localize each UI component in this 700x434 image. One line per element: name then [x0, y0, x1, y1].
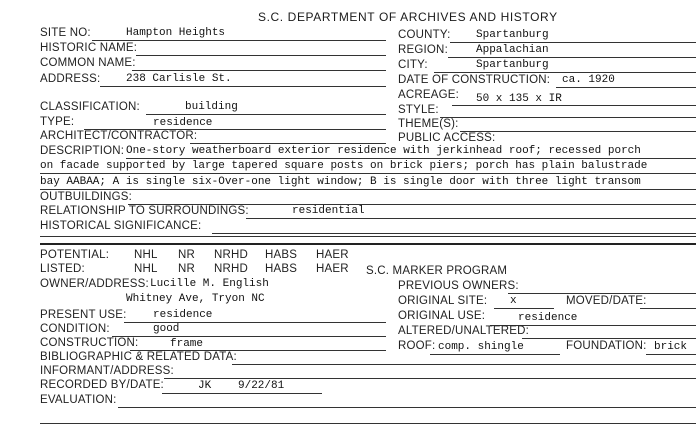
- owner-address-label: OWNER/ADDRESS:: [40, 278, 149, 290]
- acreage-line: [452, 105, 696, 106]
- historical-significance-label: HISTORICAL SIGNIFICANCE:: [40, 220, 202, 232]
- address-label: ADDRESS:: [40, 73, 101, 85]
- blank-line-1: [40, 236, 696, 237]
- form-title: S.C. DEPARTMENT OF ARCHIVES AND HISTORY: [258, 10, 558, 24]
- owner-address: Whitney Ave, Tryon NC: [126, 293, 265, 305]
- description-underline-3: [40, 189, 696, 190]
- county-line: [450, 42, 696, 43]
- relationship-line: [246, 218, 696, 219]
- moved-date-line: [640, 308, 696, 309]
- previous-owners-label: PREVIOUS OWNERS:: [398, 280, 519, 292]
- bibliographic-line: [232, 364, 696, 365]
- section-divider: [40, 243, 696, 245]
- recorded-by-label: RECORDED BY/DATE:: [40, 379, 164, 391]
- relationship-label: RELATIONSHIP TO SURROUNDINGS:: [40, 205, 249, 217]
- city-value: Spartanburg: [476, 59, 549, 71]
- common-name-line: [132, 70, 386, 71]
- original-site-line: [494, 308, 554, 309]
- potential-code-nhl: NHL: [134, 249, 158, 261]
- county-value: Spartanburg: [476, 29, 549, 41]
- foundation-label: FOUNDATION:: [566, 340, 647, 352]
- historical-significance-line: [212, 233, 696, 234]
- architect-label: ARCHITECT/CONTRACTOR:: [40, 130, 198, 142]
- blank-line-2: [40, 423, 696, 424]
- condition-line: [112, 336, 386, 337]
- roof-line: [430, 354, 560, 355]
- city-label: CITY:: [398, 59, 428, 71]
- description-underline-1: [126, 158, 696, 159]
- relationship-value: residential: [292, 205, 365, 217]
- listed-code-nhl: NHL: [134, 263, 158, 275]
- potential-code-nr: NR: [178, 249, 196, 261]
- region-label: REGION:: [398, 44, 448, 56]
- construction-value: frame: [170, 338, 204, 350]
- architect-line: [190, 143, 386, 144]
- style-line: [440, 117, 696, 118]
- recorded-date-value: 9/22/81: [238, 380, 285, 392]
- present-use-value: residence: [153, 309, 213, 321]
- site-no-label: SITE NO:: [40, 27, 91, 39]
- altered-label: ALTERED/UNALTERED:: [398, 325, 529, 337]
- description-line-1: One-story weatherboard exterior residence with jerkinhead roof; recessed porch: [126, 145, 641, 157]
- style-label: STYLE:: [398, 104, 439, 116]
- bibliographic-label: BIBLIOGRAPHIC & RELATED DATA:: [40, 351, 237, 363]
- previous-owners-line: [508, 293, 696, 294]
- description-underline-2: [40, 173, 696, 174]
- description-line-2: on facade supported by large tapered square posts on brick piers; porch has plain balustrade: [40, 160, 648, 172]
- listed-label: LISTED:: [40, 263, 85, 275]
- original-use-label: ORIGINAL USE:: [398, 310, 486, 322]
- potential-code-habs: HABS: [265, 249, 298, 261]
- site-no-value: Hampton Heights: [126, 27, 226, 39]
- site-no-line: [92, 40, 386, 41]
- evaluation-line: [118, 407, 696, 408]
- evaluation-label: EVALUATION:: [40, 394, 117, 406]
- potential-label: POTENTIAL:: [40, 249, 110, 261]
- listed-code-habs: HABS: [265, 263, 298, 275]
- acreage-value: 50 x 135 x IR: [476, 93, 562, 105]
- address-value: 238 Carlisle St.: [126, 73, 232, 85]
- themes-label: THEME(S):: [398, 118, 459, 130]
- acreage-label: ACREAGE:: [398, 89, 460, 101]
- original-site-label: ORIGINAL SITE:: [398, 295, 488, 307]
- informant-line: [164, 378, 696, 379]
- marker-program-label: S.C. MARKER PROGRAM: [366, 265, 508, 277]
- public-access-label: PUBLIC ACCESS:: [398, 132, 496, 144]
- listed-code-nrhd: NRHD: [214, 263, 249, 275]
- county-label: COUNTY:: [398, 29, 451, 41]
- historic-name-label: HISTORIC NAME:: [40, 42, 138, 54]
- roof-label: ROOF:: [398, 340, 436, 352]
- common-name-label: COMMON NAME:: [40, 57, 136, 69]
- foundation-line: [646, 354, 696, 355]
- recorded-by-line: [162, 393, 322, 394]
- recorded-by-value: JK: [198, 380, 212, 392]
- altered-line: [522, 338, 696, 339]
- original-site-value: x: [510, 295, 517, 307]
- region-line: [448, 57, 696, 58]
- date-of-construction-line: [556, 87, 696, 88]
- original-use-value: residence: [518, 312, 578, 324]
- potential-code-nrhd: NRHD: [214, 249, 249, 261]
- classification-label: CLASSIFICATION:: [40, 101, 140, 113]
- classification-line: [146, 114, 386, 115]
- date-of-construction-label: DATE OF CONSTRUCTION:: [398, 74, 551, 86]
- condition-value: good: [153, 323, 180, 335]
- city-line: [434, 72, 696, 73]
- address-line: [100, 86, 386, 87]
- themes-line: [460, 131, 696, 132]
- type-value: residence: [153, 117, 213, 129]
- description-line-3: bay AABAA; A is single six-Over-one light window; B is single door with three light transom: [40, 176, 641, 188]
- date-of-construction-value: ca. 1920: [562, 74, 615, 86]
- type-label: TYPE:: [40, 116, 75, 128]
- informant-label: INFORMANT/ADDRESS:: [40, 365, 174, 377]
- listed-code-nr: NR: [178, 263, 196, 275]
- condition-label: CONDITION:: [40, 323, 110, 335]
- construction-label: CONSTRUCTION:: [40, 337, 139, 349]
- potential-code-haer: HAER: [316, 249, 349, 261]
- listed-code-haer: HAER: [316, 263, 349, 275]
- foundation-value: brick: [654, 341, 688, 353]
- historic-name-line: [136, 55, 386, 56]
- description-label: DESCRIPTION:: [40, 145, 125, 157]
- classification-value: building: [185, 101, 238, 113]
- region-value: Appalachian: [476, 44, 549, 56]
- roof-value: comp. shingle: [438, 341, 524, 353]
- owner-name: Lucille M. English: [150, 278, 269, 290]
- present-use-label: PRESENT USE:: [40, 309, 127, 321]
- outbuildings-label: OUTBUILDINGS:: [40, 191, 133, 203]
- moved-date-label: MOVED/DATE:: [566, 295, 647, 307]
